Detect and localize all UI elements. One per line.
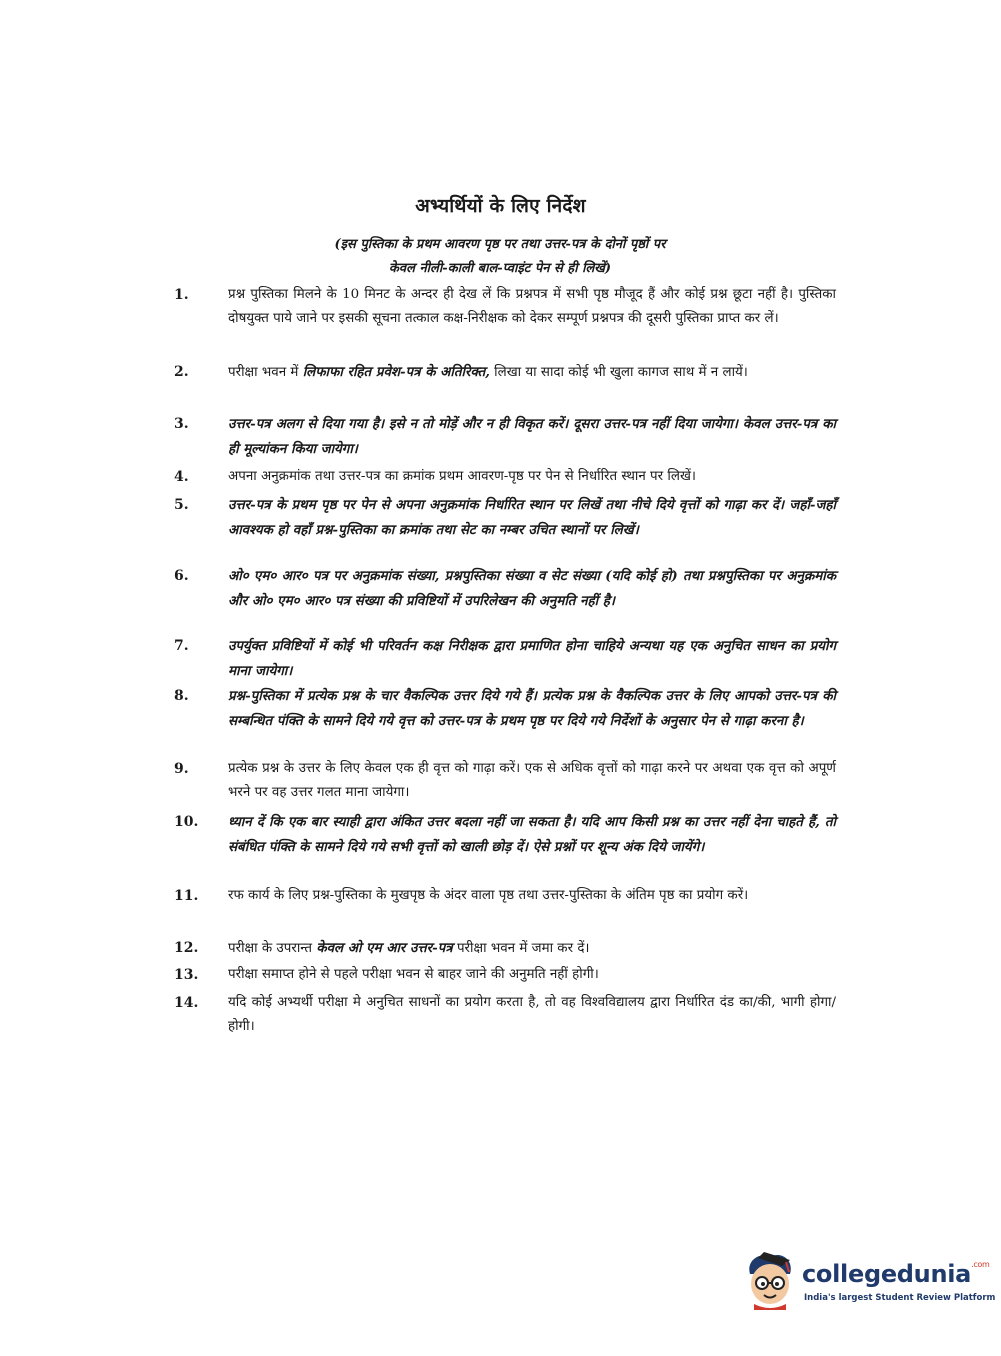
instruction-number: 9.	[174, 761, 189, 777]
instruction-text	[228, 283, 836, 331]
instruction-number: 8.	[174, 688, 189, 704]
instruction-text	[228, 493, 836, 543]
instruction-number: 5.	[174, 497, 189, 513]
instruction-number: 6.	[174, 568, 189, 584]
instruction-text	[228, 465, 836, 489]
instruction-emphasis: उत्तर-पत्र अलग से दिया गया है। इसे न तो मोड़ें और न ही विकृत करें। दूसरा उत्तर-पत्र नहीं दिया जायेगा। केवल उत्तर-पत्र का ही मूल्यांकन किया जायेगा।	[228, 416, 836, 457]
instruction-number: 2.	[174, 364, 189, 380]
instruction-number: 3.	[174, 416, 189, 432]
instruction-number: 11.	[174, 888, 199, 904]
page-subtitle	[180, 233, 820, 281]
instruction-text	[228, 963, 836, 987]
logo-wordmark	[802, 1260, 990, 1288]
instruction-segment: परीक्षा भवन में	[228, 365, 303, 380]
instruction-number: 4.	[174, 469, 189, 485]
instruction-emphasis: केवल ओ एम आर उत्तर-पत्र	[316, 940, 453, 956]
logo-suffix: .com	[971, 1260, 990, 1269]
instruction-number: 10.	[174, 814, 199, 830]
instruction-segment: लिखा या सादा कोई भी खुला कागज साथ में न लायें।	[489, 365, 748, 380]
instruction-emphasis: ध्यान दें कि एक बार स्याही द्वारा अंकित उत्तर बदला नहीं जा सकता है। यदि आप किसी प्रश्न का उत्तर नहीं देना चाहते हैं, तो संबंधित पंक्ति के सामने दिये गये सभी वृत्तों को खाली छोड़ दें। ऐसे प्रश्नों पर शून्य अंक दिये जायेंगे।	[228, 814, 836, 855]
instruction-number: 13.	[174, 967, 199, 983]
instruction-segment: परीक्षा के उपरान्त	[228, 941, 317, 956]
instruction-text	[228, 360, 836, 385]
subtitle-line-2: केवल नीली-काली बाल-प्वाइंट पेन से ही लिखें)	[388, 261, 612, 276]
instruction-text	[228, 991, 836, 1039]
instruction-segment: परीक्षा समाप्त होने से पहले परीक्षा भवन से बाहर जाने की अनुमति नहीं होगी।	[228, 967, 599, 982]
instruction-text	[228, 564, 836, 614]
instruction-text	[228, 684, 836, 734]
instruction-segment: परीक्षा भवन में जमा कर दें।	[452, 941, 590, 956]
logo-name-text: collegedunia	[802, 1260, 972, 1288]
instruction-emphasis: उपर्युक्त प्रविष्टियों में कोई भी परिवर्तन कक्ष निरीक्षक द्वारा प्रमाणित होना चाहिये अन्यथा यह एक अनुचित साधन का प्रयोग माना जायेगा।	[228, 638, 836, 679]
instruction-segment: यदि कोई अभ्यर्थी परीक्षा मे अनुचित साधनों का प्रयोग करता है, तो वह विश्वविद्यालय द्वारा निर्धारित दंड का/की, भागी होगा/होगी।	[228, 995, 836, 1034]
instruction-number: 14.	[174, 995, 199, 1011]
mascot-logo-icon	[742, 1248, 798, 1310]
instruction-text	[228, 884, 836, 908]
collegedunia-logo	[742, 1248, 996, 1314]
instruction-emphasis: लिफाफा रहित प्रवेश-पत्र के अतिरिक्त,	[302, 364, 490, 380]
instruction-segment: प्रत्येक प्रश्न के उत्तर के लिए केवल एक ही वृत्त को गाढ़ा करें। एक से अधिक वृत्तों को गाढ़ा करने पर अथवा एक वृत्त को अपूर्ण भरने पर वह उत्तर गलत माना जायेगा।	[228, 761, 836, 800]
instruction-number: 12.	[174, 940, 199, 956]
instruction-text	[228, 936, 836, 961]
instruction-segment: अपना अनुक्रमांक तथा उत्तर-पत्र का क्रमांक प्रथम आवरण-पृष्ठ पर पेन से निर्धारित स्थान पर लिखें।	[228, 469, 696, 484]
page-title: अभ्यर्थियों के लिए निर्देश	[415, 195, 586, 217]
instruction-segment: रफ कार्य के लिए प्रश्न-पुस्तिका के मुखपृष्ठ के अंदर वाला पृष्ठ तथा उत्तर-पुस्तिका के अंतिम पृष्ठ का प्रयोग करें।	[228, 888, 749, 903]
instruction-emphasis: उत्तर-पत्र के प्रथम पृष्ठ पर पेन से अपना अनुक्रमांक निर्धारित स्थान पर लिखें तथा नीचे दिये वृत्तों को गाढ़ा कर दें। जहाँ-जहाँ आवश्यक हो वहाँ प्रश्न-पुस्तिका का क्रमांक तथा सेट का नम्बर उचित स्थानों पर लिखें।	[228, 497, 836, 538]
instruction-text	[228, 634, 836, 684]
logo-tagline: India's largest Student Review Platform	[804, 1293, 996, 1303]
instruction-text	[228, 412, 836, 462]
instruction-number: 7.	[174, 638, 189, 654]
instruction-emphasis: प्रश्न-पुस्तिका में प्रत्येक प्रश्न के चार वैकल्पिक उत्तर दिये गये हैं। प्रत्येक प्रश्न के वैकल्पिक उत्तर के लिए आपको उत्तर-पत्र की सम्बन्धित पंक्ति के सामने दिये गये वृत्त को उत्तर-पत्र के प्रथम पृष्ठ पर दिये गये निर्देशों के अनुसार पेन से गाढ़ा करना है।	[228, 688, 836, 729]
instruction-number: 1.	[174, 287, 189, 303]
instruction-segment: प्रश्न पुस्तिका मिलने के 10 मिनट के अन्दर ही देख लें कि प्रश्नपत्र में सभी पृष्ठ मौजूद हैं और कोई प्रश्न छूटा नहीं है। पुस्तिका दोषयुक्त पाये जाने पर इसकी सूचना तत्काल कक्ष-निरीक्षक को देकर सम्पूर्ण प्रश्नपत्र की दूसरी पुस्तिका प्राप्त कर लें।	[228, 287, 836, 326]
instruction-text	[228, 810, 836, 860]
subtitle-line-1: (इस पुस्तिका के प्रथम आवरण पृष्ठ पर तथा उत्तर-पत्र के दोनों पृष्ठों पर	[334, 237, 666, 252]
instruction-text	[228, 757, 836, 805]
instruction-emphasis: ओ० एम० आर० पत्र पर अनुक्रमांक संख्या, प्रश्नपुस्तिका संख्या व सेट संख्या (यदि कोई हो) तथा प्रश्नपुस्तिका पर अनुक्रमांक और ओ० एम० आर० पत्र संख्या की प्रविष्टियों में उपरिलेखन की अनुमति नहीं है।	[228, 568, 836, 609]
